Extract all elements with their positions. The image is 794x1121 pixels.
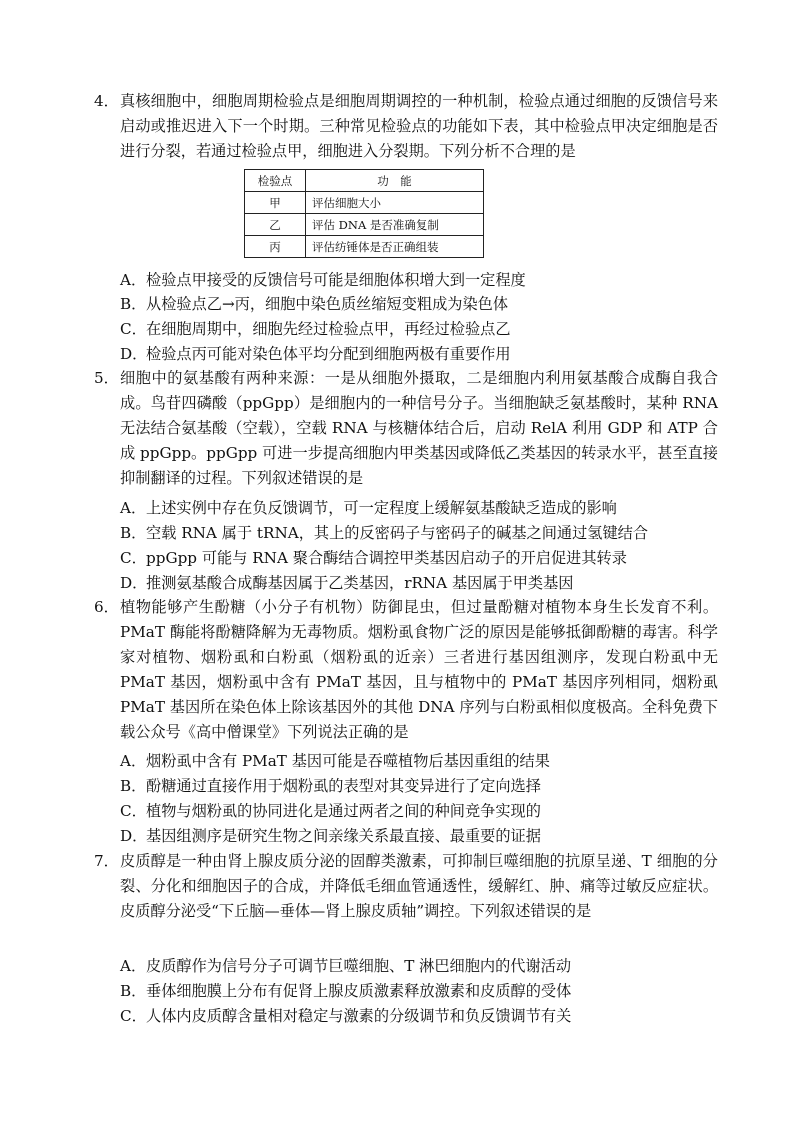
option-a [120, 496, 720, 520]
option-a [120, 268, 720, 292]
option-a [120, 749, 720, 773]
option-text: 皮质醇作为信号分子可调节巨噬细胞、T 淋巴细胞内的代谢活动 [146, 957, 572, 975]
option-c [120, 317, 720, 341]
question-stem: 细胞中的氨基酸有两种来源：一是从细胞外摄取，二是细胞内利用氨基酸合成酶自我合成。鸟苷四磷酸（ppGpp）是细胞内的一种信号分子。当细胞缺乏氨基酸时，某种 RNA 无法结合氨基酸（空载），空载 RNA 与核糖体结合后，启动 RelA 利用 GDP 和 ATP 合成 ppGpp。ppGpp 可进一步提高细胞内甲类基因或降低乙类基因的转录水平，甚至直接抑制翻译的过程。下列叙述错误的是 [120, 369, 718, 487]
table-cell: 评估纺锤体是否正确组装 [306, 236, 484, 258]
question-7 [94, 849, 718, 924]
question-stem: 皮质醇是一种由肾上腺皮质分泌的固醇类激素，可抑制巨噬细胞的抗原呈递、T 细胞的分裂、分化和细胞因子的合成，并降低毛细血管通透性，缓解红、肿、痛等过敏反应症状。皮质醇分泌受“下丘脑—垂体—肾上腺皮质轴”调控。下列叙述错误的是 [120, 852, 718, 920]
option-d [120, 571, 720, 595]
option-text: 烟粉虱中含有 PMaT 基因可能是吞噬植物后基因重组的结果 [146, 752, 550, 770]
option-c [120, 1004, 720, 1028]
option-letter: B． [120, 777, 147, 795]
option-a [120, 954, 720, 978]
option-letter: A． [120, 271, 147, 289]
option-c [120, 546, 720, 570]
option-b [120, 774, 720, 798]
option-letter: D． [120, 345, 148, 363]
question-stem: 真核细胞中，细胞周期检验点是细胞周期调控的一种机制，检验点通过细胞的反馈信号来启动或推迟进入下一个时期。三种常见检验点的功能如下表，其中检验点甲决定细胞是否进行分裂，若通过检验点甲，细胞进入分裂期。下列分析不合理的是 [120, 92, 718, 160]
option-text: 人体内皮质醇含量相对稳定与激素的分级调节和负反馈调节有关 [146, 1007, 572, 1025]
option-letter: B． [120, 524, 147, 542]
option-letter: C． [120, 1007, 147, 1025]
option-letter: D． [120, 827, 148, 845]
option-letter: C． [120, 802, 147, 820]
option-d [120, 824, 720, 848]
option-letter: C． [120, 320, 147, 338]
table-header: 检验点 [245, 170, 306, 192]
option-letter: A． [120, 499, 147, 517]
option-letter: A． [120, 752, 147, 770]
table-cell: 评估细胞大小 [306, 192, 484, 214]
option-letter: C． [120, 549, 147, 567]
question-number: 6． [94, 598, 119, 616]
option-b [120, 979, 720, 1003]
option-c [120, 799, 720, 823]
option-text: 检验点甲接受的反馈信号可能是细胞体积增大到一定程度 [146, 271, 526, 289]
table-row [245, 236, 484, 258]
option-letter: A． [120, 957, 147, 975]
option-letter: B． [120, 295, 147, 313]
question-4 [94, 89, 718, 164]
option-d [120, 342, 720, 366]
table-row [245, 214, 484, 236]
option-text: 从检验点乙→丙，细胞中染色质丝缩短变粗成为染色体 [146, 295, 509, 313]
option-text: 检验点丙可能对染色体平均分配到细胞两极有重要作用 [146, 345, 511, 363]
question-5 [94, 366, 718, 491]
option-letter: B． [120, 982, 147, 1000]
checkpoint-table [244, 169, 484, 258]
table-cell: 丙 [245, 236, 306, 258]
option-text: 在细胞周期中，细胞先经过检验点甲，再经过检验点乙 [146, 320, 511, 338]
option-b [120, 521, 720, 545]
option-letter: D． [120, 574, 148, 592]
option-text: 空载 RNA 属于 tRNA，其上的反密码子与密码子的碱基之间通过氢键结合 [146, 524, 649, 542]
table-cell: 甲 [245, 192, 306, 214]
option-text: 上述实例中存在负反馈调节，可一定程度上缓解氨基酸缺乏造成的影响 [146, 499, 617, 517]
option-text: 酚糖通过直接作用于烟粉虱的表型对其变异进行了定向选择 [146, 777, 541, 795]
option-text: 推测氨基酸合成酶基因属于乙类基因，rRNA 基因属于甲类基因 [146, 574, 574, 592]
table-header-row [245, 170, 484, 192]
table-cell: 评估 DNA 是否准确复制 [306, 214, 484, 236]
option-text: 植物与烟粉虱的协同进化是通过两者之间的种间竞争实现的 [146, 802, 541, 820]
question-stem: 植物能够产生酚糖（小分子有机物）防御昆虫，但过量酚糖对植物本身生长发育不利。PMaT 酶能将酚糖降解为无毒物质。烟粉虱食物广泛的原因是能够抵御酚糖的毒害。科学家对植物、烟粉虱和白粉虱（烟粉虱的近亲）三者进行基因组测序，发现白粉虱中无 PMaT 基因，烟粉虱中含有 PMaT 基因，且与植物中的 PMaT 基因序列相同，烟粉虱 PMaT 基因所在染色体上除该基因外的其他 DNA 序列与白粉虱相似度极高。全科免费下载公众号《高中僧课堂》下列说法正确的是 [120, 598, 718, 741]
table-cell: 乙 [245, 214, 306, 236]
option-text: 垂体细胞膜上分布有促肾上腺皮质激素释放激素和皮质醇的受体 [146, 982, 572, 1000]
question-6 [94, 595, 718, 745]
option-text: 基因组测序是研究生物之间亲缘关系最直接、最重要的证据 [146, 827, 541, 845]
question-number: 5． [94, 369, 119, 387]
table-row [245, 192, 484, 214]
table-header: 功 能 [306, 170, 484, 192]
question-number: 7． [94, 852, 119, 870]
option-text: ppGpp 可能与 RNA 聚合酶结合调控甲类基因启动子的开启促进其转录 [146, 549, 627, 567]
question-number: 4． [94, 92, 119, 110]
option-b [120, 292, 720, 316]
